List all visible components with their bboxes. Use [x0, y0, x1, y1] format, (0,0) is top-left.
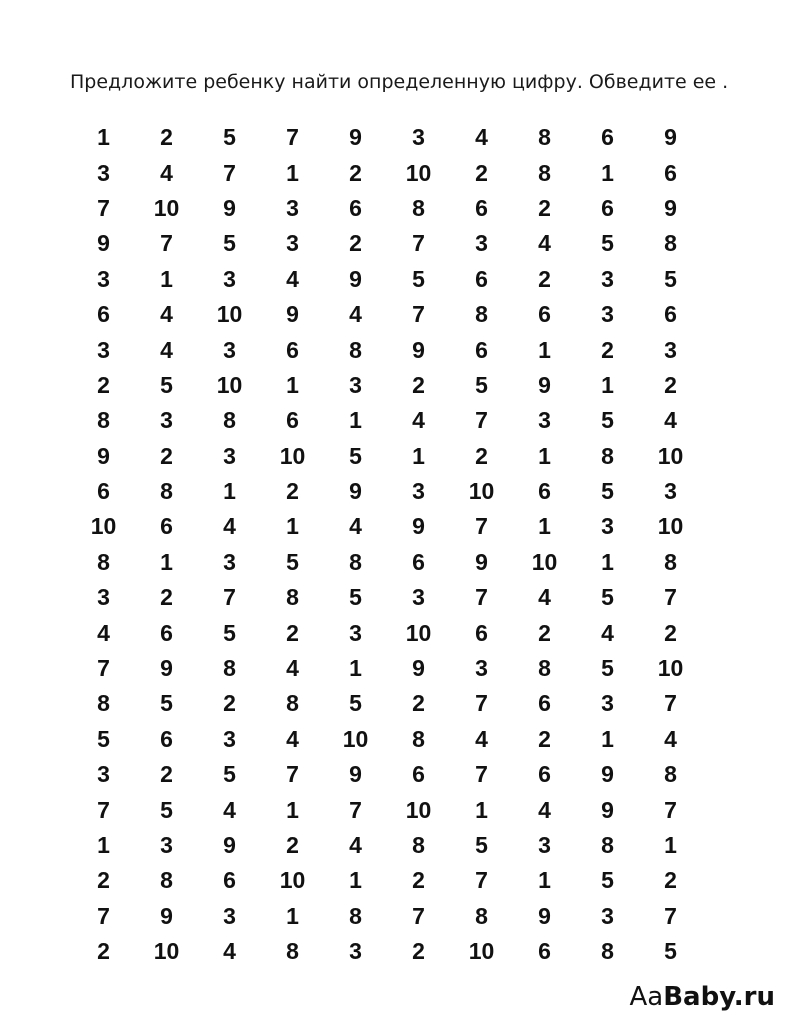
grid-number: 1	[601, 548, 614, 575]
grid-number: 3	[160, 832, 173, 858]
grid-number: 8	[286, 584, 299, 611]
grid-number: 10	[342, 725, 369, 752]
grid-number: 3	[160, 407, 173, 434]
grid-number: 2	[538, 725, 551, 752]
grid-number: 2	[286, 478, 299, 505]
grid-number: 3	[223, 265, 236, 292]
grid-number: 5	[601, 407, 614, 434]
grid-number: 9	[601, 796, 614, 823]
grid-number: 5	[601, 867, 614, 894]
grid-row	[72, 262, 732, 297]
grid-number: 9	[538, 371, 551, 398]
grid-number: 4	[538, 796, 551, 823]
grid-number: 7	[223, 159, 236, 186]
grid-number: 5	[664, 265, 677, 292]
grid-number: 5	[160, 690, 173, 717]
grid-number: 7	[97, 796, 110, 823]
grid-number: 1	[97, 124, 110, 151]
grid-number: 1	[160, 548, 173, 575]
grid-number: 1	[601, 725, 614, 752]
grid-row	[72, 899, 732, 934]
grid-number: 2	[664, 371, 677, 398]
grid-number: 1	[286, 159, 299, 186]
grid-number: 2	[223, 690, 236, 717]
grid-number: 2	[286, 619, 299, 646]
grid-number: 10	[216, 301, 243, 328]
grid-number: 7	[286, 124, 299, 151]
grid-number: 8	[664, 230, 677, 257]
grid-row	[72, 297, 732, 332]
grid-number: 2	[160, 761, 173, 788]
grid-number: 5	[664, 938, 677, 965]
grid-number: 8	[601, 832, 614, 858]
grid-number: 2	[475, 442, 488, 469]
grid-number: 7	[97, 194, 110, 221]
grid-number: 7	[664, 796, 677, 823]
grid-number: 2	[97, 371, 110, 398]
grid-number: 4	[601, 619, 614, 646]
grid-number: 1	[160, 265, 173, 292]
grid-number: 1	[412, 442, 425, 469]
grid-number: 2	[286, 832, 299, 858]
grid-number: 2	[664, 867, 677, 894]
grid-number: 3	[601, 301, 614, 328]
grid-number: 6	[664, 159, 677, 186]
grid-number: 10	[405, 796, 432, 823]
grid-number: 1	[286, 371, 299, 398]
grid-number: 8	[538, 159, 551, 186]
grid-number: 9	[349, 265, 362, 292]
grid-number: 6	[160, 725, 173, 752]
grid-number: 5	[475, 371, 488, 398]
grid-number: 3	[349, 371, 362, 398]
grid-number: 10	[468, 938, 495, 965]
grid-number: 6	[97, 478, 110, 505]
grid-number: 10	[216, 371, 243, 398]
grid-number: 2	[97, 867, 110, 894]
grid-row	[72, 368, 732, 403]
grid-number: 8	[412, 194, 425, 221]
grid-number: 10	[279, 867, 306, 894]
grid-number: 10	[153, 194, 180, 221]
number-grid	[72, 120, 732, 969]
grid-row	[72, 580, 732, 615]
grid-number: 4	[223, 938, 236, 965]
grid-number: 6	[223, 867, 236, 894]
grid-row	[72, 722, 732, 757]
grid-number: 6	[601, 124, 614, 151]
grid-number: 5	[223, 761, 236, 788]
grid-number: 3	[349, 938, 362, 965]
grid-number: 7	[160, 230, 173, 257]
grid-number: 3	[349, 619, 362, 646]
grid-number: 9	[286, 301, 299, 328]
grid-number: 6	[160, 619, 173, 646]
grid-number: 8	[97, 548, 110, 575]
grid-number: 3	[97, 584, 110, 611]
grid-number: 3	[664, 478, 677, 505]
grid-number: 2	[160, 124, 173, 151]
grid-number: 9	[664, 124, 677, 151]
grid-number: 1	[601, 371, 614, 398]
grid-number: 2	[349, 230, 362, 257]
grid-number: 4	[475, 725, 488, 752]
grid-number: 7	[475, 513, 488, 540]
grid-number: 3	[412, 478, 425, 505]
grid-number: 5	[286, 548, 299, 575]
grid-number: 9	[412, 336, 425, 363]
grid-number: 1	[349, 407, 362, 434]
grid-number: 6	[349, 194, 362, 221]
grid-number: 7	[475, 761, 488, 788]
grid-number: 6	[160, 513, 173, 540]
grid-number: 6	[475, 619, 488, 646]
grid-number: 4	[160, 336, 173, 363]
grid-number: 1	[223, 478, 236, 505]
grid-number: 3	[475, 655, 488, 682]
grid-number: 5	[160, 371, 173, 398]
grid-number: 1	[664, 832, 677, 858]
grid-number: 10	[405, 159, 432, 186]
grid-number: 3	[223, 336, 236, 363]
grid-number: 3	[538, 832, 551, 858]
grid-number: 8	[475, 902, 488, 929]
grid-number: 1	[286, 513, 299, 540]
grid-number: 4	[538, 230, 551, 257]
grid-number: 9	[349, 124, 362, 151]
grid-number: 3	[538, 407, 551, 434]
grid-number: 2	[538, 619, 551, 646]
grid-number: 5	[223, 619, 236, 646]
grid-number: 10	[657, 655, 684, 682]
grid-number: 5	[160, 796, 173, 823]
grid-number: 3	[664, 336, 677, 363]
grid-number: 1	[538, 336, 551, 363]
grid-number: 8	[349, 548, 362, 575]
grid-number: 2	[412, 690, 425, 717]
grid-number: 2	[664, 619, 677, 646]
grid-row	[72, 615, 732, 650]
grid-number: 7	[475, 867, 488, 894]
grid-number: 9	[412, 513, 425, 540]
grid-number: 7	[664, 584, 677, 611]
grid-number: 6	[538, 478, 551, 505]
grid-number: 2	[412, 371, 425, 398]
grid-number: 3	[97, 265, 110, 292]
grid-number: 5	[601, 230, 614, 257]
grid-number: 3	[601, 513, 614, 540]
grid-number: 4	[349, 513, 362, 540]
grid-number: 6	[538, 761, 551, 788]
grid-number: 8	[349, 336, 362, 363]
grid-number: 1	[538, 442, 551, 469]
grid-number: 10	[405, 619, 432, 646]
grid-number: 9	[475, 548, 488, 575]
grid-number: 2	[412, 938, 425, 965]
grid-number: 5	[97, 725, 110, 752]
grid-number: 1	[349, 655, 362, 682]
grid-number: 8	[97, 407, 110, 434]
grid-number: 9	[349, 761, 362, 788]
grid-number: 3	[97, 761, 110, 788]
grid-number: 9	[601, 761, 614, 788]
grid-number: 6	[538, 690, 551, 717]
grid-number: 5	[601, 584, 614, 611]
grid-row	[72, 686, 732, 721]
grid-row	[72, 226, 732, 261]
grid-number: 9	[664, 194, 677, 221]
grid-number: 10	[90, 513, 117, 540]
grid-number: 7	[412, 301, 425, 328]
grid-number: 7	[664, 902, 677, 929]
grid-number: 7	[412, 902, 425, 929]
grid-number: 9	[223, 194, 236, 221]
grid-number: 4	[97, 619, 110, 646]
grid-row	[72, 332, 732, 367]
grid-number: 8	[538, 655, 551, 682]
grid-number: 4	[664, 407, 677, 434]
grid-number: 7	[475, 407, 488, 434]
grid-number: 8	[160, 867, 173, 894]
grid-row	[72, 651, 732, 686]
grid-row	[72, 828, 732, 863]
grid-number: 2	[160, 442, 173, 469]
grid-row	[72, 120, 732, 155]
grid-number: 2	[412, 867, 425, 894]
grid-number: 10	[279, 442, 306, 469]
grid-number: 3	[97, 159, 110, 186]
grid-number: 6	[475, 265, 488, 292]
grid-number: 9	[97, 230, 110, 257]
grid-number: 4	[223, 796, 236, 823]
grid-number: 3	[286, 230, 299, 257]
grid-number: 4	[475, 124, 488, 151]
grid-number: 8	[160, 478, 173, 505]
grid-number: 1	[538, 867, 551, 894]
grid-number: 8	[412, 832, 425, 858]
grid-number: 6	[286, 336, 299, 363]
grid-number: 8	[286, 690, 299, 717]
grid-number: 9	[412, 655, 425, 682]
grid-number: 8	[349, 902, 362, 929]
grid-row	[72, 545, 732, 580]
grid-number: 3	[97, 336, 110, 363]
grid-number: 4	[349, 301, 362, 328]
grid-number: 7	[349, 796, 362, 823]
grid-number: 3	[223, 902, 236, 929]
grid-number: 4	[160, 159, 173, 186]
grid-number: 3	[601, 690, 614, 717]
grid-number: 8	[664, 761, 677, 788]
grid-number: 9	[160, 902, 173, 929]
grid-number: 2	[538, 194, 551, 221]
grid-row	[72, 757, 732, 792]
grid-number: 3	[475, 230, 488, 257]
grid-number: 10	[657, 513, 684, 540]
grid-number: 8	[97, 690, 110, 717]
grid-number: 6	[475, 194, 488, 221]
grid-number: 6	[475, 336, 488, 363]
grid-number: 5	[223, 124, 236, 151]
grid-number: 2	[97, 938, 110, 965]
grid-number: 9	[349, 478, 362, 505]
grid-number: 2	[538, 265, 551, 292]
grid-number: 4	[412, 407, 425, 434]
grid-number: 4	[223, 513, 236, 540]
grid-number: 8	[223, 655, 236, 682]
grid-number: 6	[286, 407, 299, 434]
grid-number: 5	[349, 442, 362, 469]
logo-suffix: .ru	[733, 982, 775, 1012]
grid-number: 8	[223, 407, 236, 434]
grid-row	[72, 191, 732, 226]
grid-number: 3	[223, 548, 236, 575]
aababy-logo	[630, 982, 775, 1012]
instruction-text: Предложите ребенку найти определенную цифру. Обведите ее .	[70, 71, 729, 93]
grid-number: 6	[538, 938, 551, 965]
grid-number: 8	[412, 725, 425, 752]
grid-number: 3	[601, 265, 614, 292]
grid-row	[72, 439, 732, 474]
grid-number: 5	[475, 832, 488, 858]
grid-row	[72, 403, 732, 438]
grid-number: 7	[286, 761, 299, 788]
grid-number: 6	[97, 301, 110, 328]
grid-number: 7	[223, 584, 236, 611]
grid-row	[72, 509, 732, 544]
grid-number: 1	[97, 832, 110, 858]
grid-number: 8	[601, 442, 614, 469]
grid-number: 5	[601, 655, 614, 682]
grid-number: 1	[286, 902, 299, 929]
grid-number: 1	[601, 159, 614, 186]
grid-number: 6	[601, 194, 614, 221]
grid-number: 3	[601, 902, 614, 929]
grid-number: 10	[468, 478, 495, 505]
grid-number: 9	[160, 655, 173, 682]
grid-number: 7	[664, 690, 677, 717]
grid-number: 10	[657, 442, 684, 469]
grid-number: 7	[412, 230, 425, 257]
grid-number: 7	[475, 690, 488, 717]
grid-number: 5	[223, 230, 236, 257]
grid-number: 9	[223, 832, 236, 858]
grid-number: 2	[349, 159, 362, 186]
grid-number: 4	[160, 301, 173, 328]
grid-number: 7	[475, 584, 488, 611]
grid-row	[72, 792, 732, 827]
grid-number: 5	[601, 478, 614, 505]
grid-number: 4	[349, 832, 362, 858]
grid-number: 4	[286, 655, 299, 682]
grid-number: 9	[538, 902, 551, 929]
grid-number: 3	[223, 442, 236, 469]
grid-row	[72, 934, 732, 969]
grid-number: 6	[664, 301, 677, 328]
grid-number: 9	[97, 442, 110, 469]
grid-number: 5	[349, 690, 362, 717]
grid-number: 6	[412, 548, 425, 575]
grid-number: 8	[286, 938, 299, 965]
grid-number: 10	[153, 938, 180, 965]
grid-number: 3	[412, 584, 425, 611]
grid-number: 4	[286, 265, 299, 292]
grid-number: 2	[475, 159, 488, 186]
grid-number: 1	[475, 796, 488, 823]
grid-number: 5	[412, 265, 425, 292]
grid-number: 8	[538, 124, 551, 151]
grid-number: 1	[286, 796, 299, 823]
grid-number: 4	[664, 725, 677, 752]
grid-row	[72, 863, 732, 898]
grid-number: 8	[601, 938, 614, 965]
grid-number: 3	[223, 725, 236, 752]
grid-number: 6	[538, 301, 551, 328]
grid-row	[72, 155, 732, 190]
logo-brand: Baby	[663, 982, 734, 1012]
grid-number: 4	[286, 725, 299, 752]
grid-number: 4	[538, 584, 551, 611]
grid-number: 3	[286, 194, 299, 221]
grid-number: 6	[412, 761, 425, 788]
grid-number: 8	[475, 301, 488, 328]
grid-number: 2	[160, 584, 173, 611]
grid-number: 5	[349, 584, 362, 611]
grid-number: 7	[97, 655, 110, 682]
grid-number: 1	[349, 867, 362, 894]
grid-number: 7	[97, 902, 110, 929]
grid-number: 1	[538, 513, 551, 540]
grid-number: 10	[531, 548, 558, 575]
grid-row	[72, 474, 732, 509]
logo-prefix: Aa	[629, 982, 664, 1012]
grid-number: 2	[601, 336, 614, 363]
grid-number: 8	[664, 548, 677, 575]
grid-number: 3	[412, 124, 425, 151]
